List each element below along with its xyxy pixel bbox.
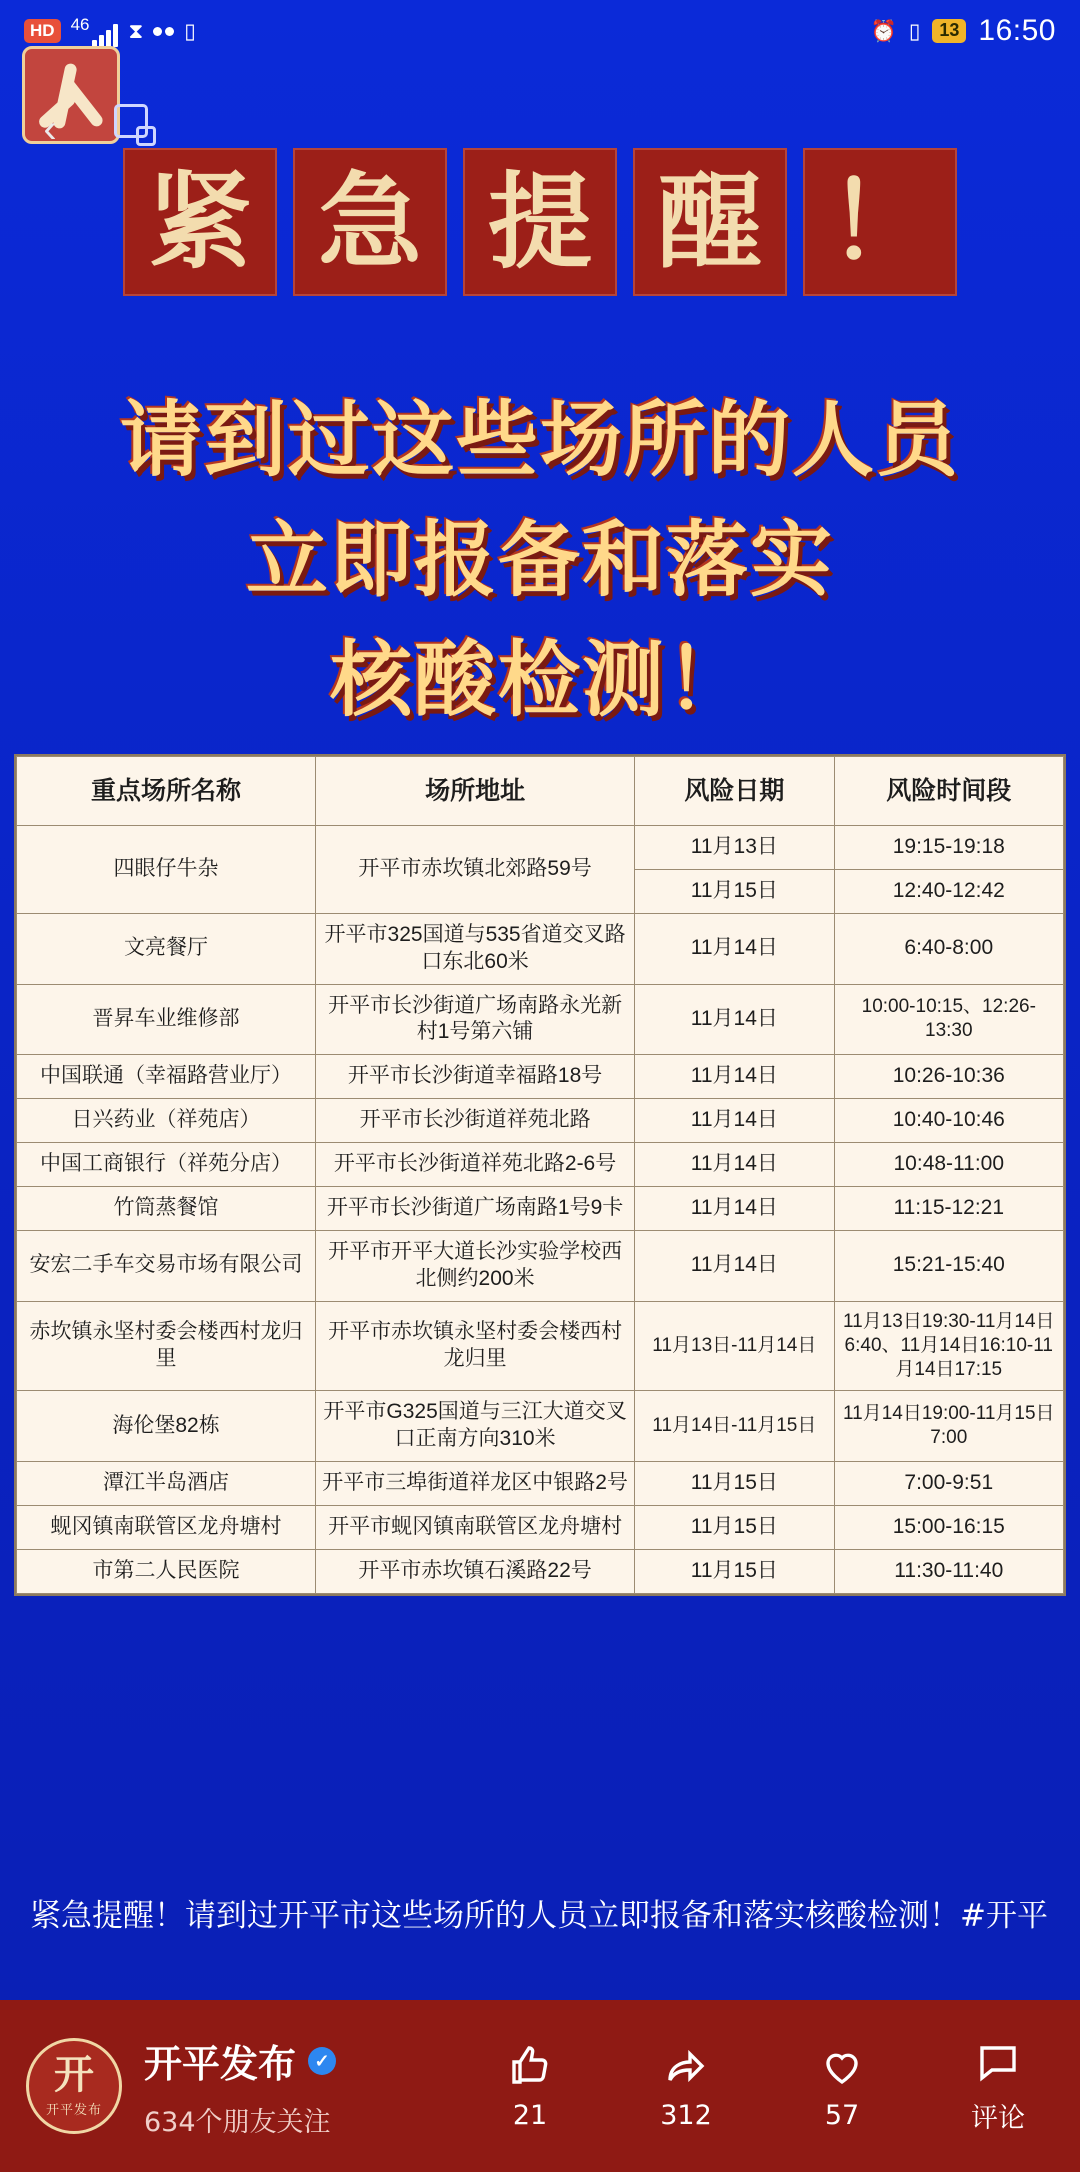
signal-bars-icon: 46 <box>71 16 119 47</box>
cell-date: 11月15日 <box>635 1549 834 1593</box>
account-name-row <box>144 2033 336 2088</box>
cell-time: 19:15-19:18 <box>834 826 1063 870</box>
cell-time: 15:00-16:15 <box>834 1506 1063 1550</box>
table-row <box>17 1549 1064 1593</box>
cell-name: 晋昇车业维修部 <box>17 984 316 1055</box>
cell-address: 开平市长沙街道广场南路1号9卡 <box>316 1186 635 1230</box>
table-header-row <box>17 757 1064 826</box>
cell-name: 潭江半岛酒店 <box>17 1462 316 1506</box>
poster-line-3: 核酸检测！ <box>329 633 750 728</box>
col-header-name: 重点场所名称 <box>17 757 316 826</box>
cell-name: 文亮餐厅 <box>17 913 316 984</box>
cell-time: 11月14日19:00-11月15日7:00 <box>834 1391 1063 1462</box>
table-head <box>17 757 1064 826</box>
cell-name: 海伦堡82栋 <box>17 1391 316 1462</box>
thumbs-up-icon <box>506 2042 554 2090</box>
cell-time: 11月13日19:30-11月14日6:40、11月14日16:10-11月14日17:15 <box>834 1301 1063 1391</box>
share-button[interactable] <box>640 2042 732 2131</box>
cell-date: 11月13日 <box>635 826 834 870</box>
cell-time: 10:00-10:15、12:26-13:30 <box>834 984 1063 1055</box>
table-row <box>17 1462 1064 1506</box>
cell-date: 11月14日 <box>635 1186 834 1230</box>
cell-date: 11月14日 <box>635 913 834 984</box>
cell-time: 10:48-11:00 <box>834 1143 1063 1187</box>
cell-address: 开平市三埠街道祥龙区中银路2号 <box>316 1462 635 1506</box>
cell-time: 6:40-8:00 <box>834 913 1063 984</box>
cell-address: 开平市赤坎镇永坚村委会楼西村龙归里 <box>316 1301 635 1391</box>
table-row <box>17 984 1064 1055</box>
sim-card-icon: ▯ <box>184 19 196 43</box>
headline-char-box: ！ <box>803 148 957 296</box>
cell-address: 开平市长沙街道祥苑北路2-6号 <box>316 1143 635 1187</box>
table-row <box>17 1143 1064 1187</box>
cell-time: 11:15-12:21 <box>834 1186 1063 1230</box>
hd-icon: HD <box>24 19 61 42</box>
heart-icon <box>818 2042 866 2090</box>
table-row <box>17 1055 1064 1099</box>
table-body <box>17 826 1064 1594</box>
account-name: 开平发布 <box>144 2042 297 2086</box>
table-row <box>17 1506 1064 1550</box>
cell-name: 中国联通（幸福路营业厅） <box>17 1055 316 1099</box>
cell-date: 11月15日 <box>635 869 834 913</box>
avatar[interactable] <box>26 2038 122 2134</box>
like-count: 21 <box>512 2099 548 2131</box>
hourglass-icon: ⧗ <box>128 19 144 43</box>
col-header-date: 风险日期 <box>635 757 834 826</box>
cell-date: 11月14日 <box>635 984 834 1055</box>
wechat-icon <box>153 27 174 36</box>
table-row <box>17 913 1064 984</box>
table-row <box>17 826 1064 870</box>
cell-time: 10:26-10:36 <box>834 1055 1063 1099</box>
avatar-initial: 开 <box>54 2052 94 2097</box>
cell-name: 四眼仔牛杂 <box>17 826 316 914</box>
table-row <box>17 1301 1064 1391</box>
post-caption: 紧急提醒！请到过开平市这些场所的人员立即报备和落实核酸检测！#开平 <box>30 1898 1048 1934</box>
headline-char-box: 提 <box>463 148 617 296</box>
risk-locations-table <box>14 754 1066 1596</box>
poster-headline <box>0 148 1080 296</box>
cell-name: 中国工商银行（祥苑分店） <box>17 1143 316 1187</box>
cell-address: 开平市蚬冈镇南联管区龙舟塘村 <box>316 1506 635 1550</box>
cell-address: 开平市赤坎镇石溪路22号 <box>316 1549 635 1593</box>
vibrate-icon: ▯ <box>908 19 921 43</box>
bottom-action-bar <box>0 2000 1080 2172</box>
cell-time: 7:00-9:51 <box>834 1462 1063 1506</box>
verified-badge-icon: ✓ <box>308 2047 336 2075</box>
alarm-clock-icon: ⏰ <box>870 19 897 43</box>
favorite-button[interactable] <box>796 2042 888 2131</box>
cell-address: 开平市赤坎镇北郊路59号 <box>316 826 635 914</box>
nav-overlay <box>22 46 182 151</box>
status-bar-right <box>871 14 1056 48</box>
headline-char-box: 急 <box>293 148 447 296</box>
cell-date: 11月15日 <box>635 1462 834 1506</box>
like-button[interactable] <box>484 2042 576 2131</box>
multitask-square-small-icon[interactable] <box>136 126 156 146</box>
cell-address: 开平市长沙街道广场南路永光新村1号第六铺 <box>316 984 635 1055</box>
battery-icon: 13 <box>932 19 966 43</box>
cell-address: 开平市G325国道与三江大道交叉口正南方向310米 <box>316 1391 635 1462</box>
cell-date: 11月13日-11月14日 <box>635 1301 834 1391</box>
cell-date: 11月14日 <box>635 1143 834 1187</box>
follower-count: 634个朋友关注 <box>144 2107 331 2138</box>
poster-line-1: 请到过这些场所的人员 <box>119 393 960 488</box>
comment-button[interactable] <box>952 2038 1044 2135</box>
cell-address: 开平市325国道与535省道交叉路口东北60米 <box>316 913 635 984</box>
cell-time: 11:30-11:40 <box>834 1549 1063 1593</box>
table-row <box>17 1186 1064 1230</box>
comment-label: 评论 <box>971 2102 1025 2134</box>
cell-time: 12:40-12:42 <box>834 869 1063 913</box>
comment-icon <box>974 2038 1022 2086</box>
share-icon <box>662 2042 710 2090</box>
cell-address: 开平市开平大道长沙实验学校西北侧约200米 <box>316 1230 635 1301</box>
cell-date: 11月14日 <box>635 1099 834 1143</box>
cell-name: 安宏二手车交易市场有限公司 <box>17 1230 316 1301</box>
headline-char-box: 醒 <box>633 148 787 296</box>
cell-name: 蚬冈镇南联管区龙舟塘村 <box>17 1506 316 1550</box>
cell-name: 市第二人民医院 <box>17 1549 316 1593</box>
headline-char-box: 紧 <box>123 148 277 296</box>
avatar-subtitle: 开平发布 <box>45 2101 102 2117</box>
cell-name: 赤坎镇永坚村委会楼西村龙归里 <box>17 1301 316 1391</box>
table-row <box>17 1391 1064 1462</box>
table <box>16 756 1064 1594</box>
cell-time: 10:40-10:46 <box>834 1099 1063 1143</box>
cell-time: 15:21-15:40 <box>834 1230 1063 1301</box>
cell-date: 11月14日-11月15日 <box>635 1391 834 1462</box>
cell-name: 日兴药业（祥苑店） <box>17 1099 316 1143</box>
cell-address: 开平市长沙街道幸福路18号 <box>316 1055 635 1099</box>
favorite-count: 57 <box>824 2099 860 2131</box>
account-info[interactable] <box>144 2033 336 2139</box>
cell-date: 11月14日 <box>635 1230 834 1301</box>
col-header-time: 风险时间段 <box>834 757 1063 826</box>
status-clock: 16:50 <box>978 14 1056 47</box>
col-header-address: 场所地址 <box>316 757 635 826</box>
status-bar-left <box>24 16 196 47</box>
back-arrow-icon[interactable]: ‹ <box>43 107 57 151</box>
cell-address: 开平市长沙街道祥苑北路 <box>316 1099 635 1143</box>
share-count: 312 <box>660 2099 712 2131</box>
table-row <box>17 1099 1064 1143</box>
poster-line-2: 立即报备和落实 <box>245 513 834 608</box>
cell-date: 11月14日 <box>635 1055 834 1099</box>
table-row <box>17 1230 1064 1301</box>
cell-name: 竹筒蒸餐馆 <box>17 1186 316 1230</box>
actions-group <box>484 2038 1054 2135</box>
cell-date: 11月15日 <box>635 1506 834 1550</box>
